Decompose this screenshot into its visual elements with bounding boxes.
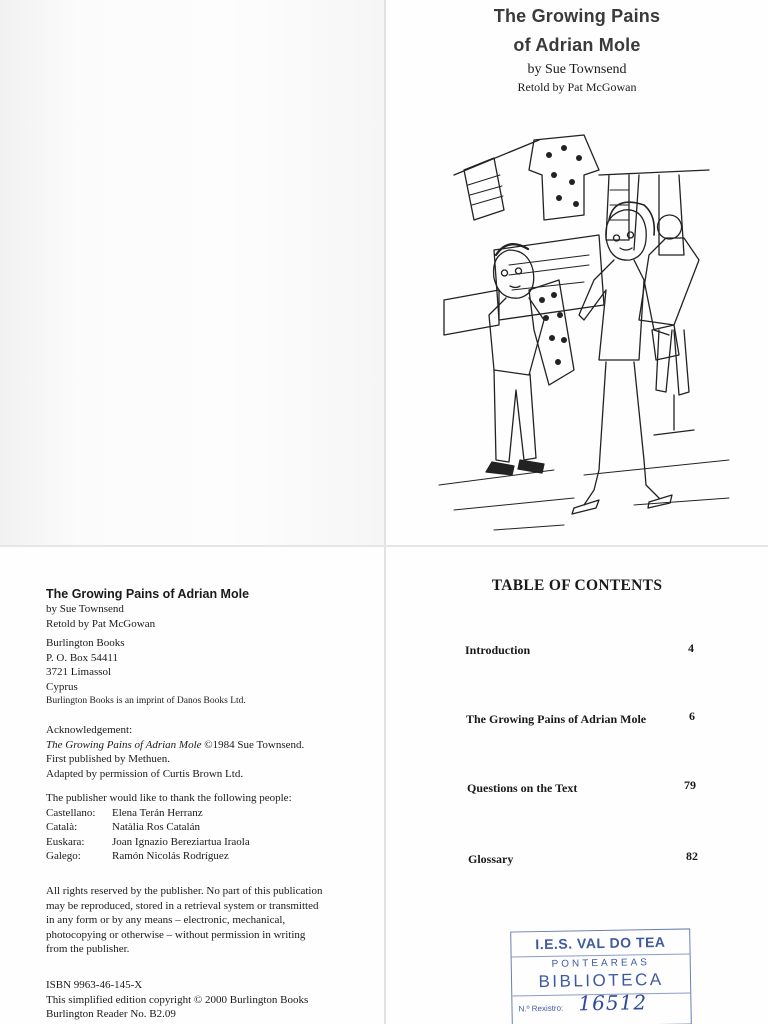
isbn-block [46, 978, 366, 1022]
rights-line: photocopying or otherwise – without permission in writing [46, 928, 306, 941]
stamp-town: PONTEAREAS [551, 957, 651, 970]
author: by Sue Townsend [527, 62, 627, 77]
rights-line: from the publisher. [46, 943, 130, 955]
thanks-intro: The publisher would like to thank the following people: [46, 792, 292, 804]
thanks-name: Joan Ignazio Bereziartua Iraola [112, 835, 250, 848]
thanks-language: Castellano: [46, 806, 96, 819]
publisher-address [46, 636, 366, 709]
copyright-book-title: The Growing Pains of Adrian Mole [46, 587, 250, 601]
imprint-note: Burlington Books is an imprint of Danos Books Ltd. [46, 696, 246, 706]
copyright-credits [46, 602, 366, 631]
copyright-reteller: Retold by Pat McGowan [46, 617, 156, 630]
rights-line: All rights reserved by the publisher. No part of this publication [46, 885, 323, 897]
ack-line: First published by Methuen. [46, 753, 171, 765]
thanks-language: Euskara: [46, 835, 85, 848]
thanks-name: Ramón Nicolás Rodríguez [112, 850, 229, 862]
book-title-line-1: The Growing Pains [493, 6, 661, 26]
book-title-line-2: of Adrian Mole [513, 35, 641, 55]
acknowledgement [46, 723, 366, 781]
isbn: ISBN 9963-46-145-X [46, 979, 143, 991]
address-line: P. O. Box 54411 [46, 651, 119, 664]
toc-item-introduction: Introduction [465, 643, 531, 657]
rights-line: may be reproduced, stored in a retrieval system or transmitted [46, 899, 319, 912]
thanks-language: Català: [46, 821, 78, 833]
ack-heading: Acknowledgement: [46, 724, 133, 736]
stamp-library: BIBLIOTECA [538, 969, 664, 992]
thanks-name: Natàlia Ros Catalán [112, 821, 200, 833]
ack-work-line [46, 738, 366, 753]
thanks-language: Galego: [46, 850, 81, 862]
stamp-registry-number: 16512 [578, 990, 648, 1016]
edition-copyright: This simplified edition copyright © 2000 Burlington Books [46, 993, 309, 1006]
address-line: Cyprus [46, 680, 78, 693]
toc-page-number: 6 [689, 709, 695, 723]
toc-page-number: 82 [686, 849, 698, 863]
thanks-row [46, 849, 366, 864]
thanks-row [46, 806, 366, 821]
cover-illustration [434, 130, 734, 540]
address-line: Burlington Books [46, 637, 125, 649]
contents-page [386, 547, 768, 1024]
rights-line: in any form or by any means – electronic, mechanical, [46, 914, 286, 926]
rights-notice [46, 884, 366, 957]
toc-page-number: 4 [688, 641, 694, 655]
copyright-author: by Sue Townsend [46, 603, 124, 615]
toc-item-questions: Questions on the Text [467, 781, 578, 795]
thanks-section [46, 791, 366, 864]
reteller: Retold by Pat McGowan [517, 80, 637, 94]
thanks-row [46, 835, 366, 850]
title-page [386, 0, 768, 545]
stamp-school: I.E.S. VAL DO TEA [535, 933, 666, 953]
toc-heading: TABLE OF CONTENTS [491, 577, 663, 594]
stamp-registry-label: N.º Rexistro: [518, 1003, 564, 1014]
library-stamp [510, 928, 692, 1024]
ack-line: Adapted by permission of Curtis Brown Ltd. [46, 767, 244, 780]
thanks-name: Elena Terán Herranz [112, 806, 203, 819]
reader-number: Burlington Reader No. B2.09 [46, 1008, 176, 1020]
copyright-page [0, 547, 384, 1024]
ack-copyright: ©1984 Sue Townsend. [201, 738, 305, 751]
toc-item-main-text: The Growing Pains of Adrian Mole [466, 712, 647, 726]
toc-page-number: 79 [684, 778, 696, 792]
ack-work-title: The Growing Pains of Adrian Mole [46, 738, 202, 751]
blank-page [0, 0, 384, 545]
address-line: 3721 Limassol [46, 666, 112, 678]
thanks-row [46, 820, 366, 835]
toc-item-glossary: Glossary [468, 852, 514, 866]
